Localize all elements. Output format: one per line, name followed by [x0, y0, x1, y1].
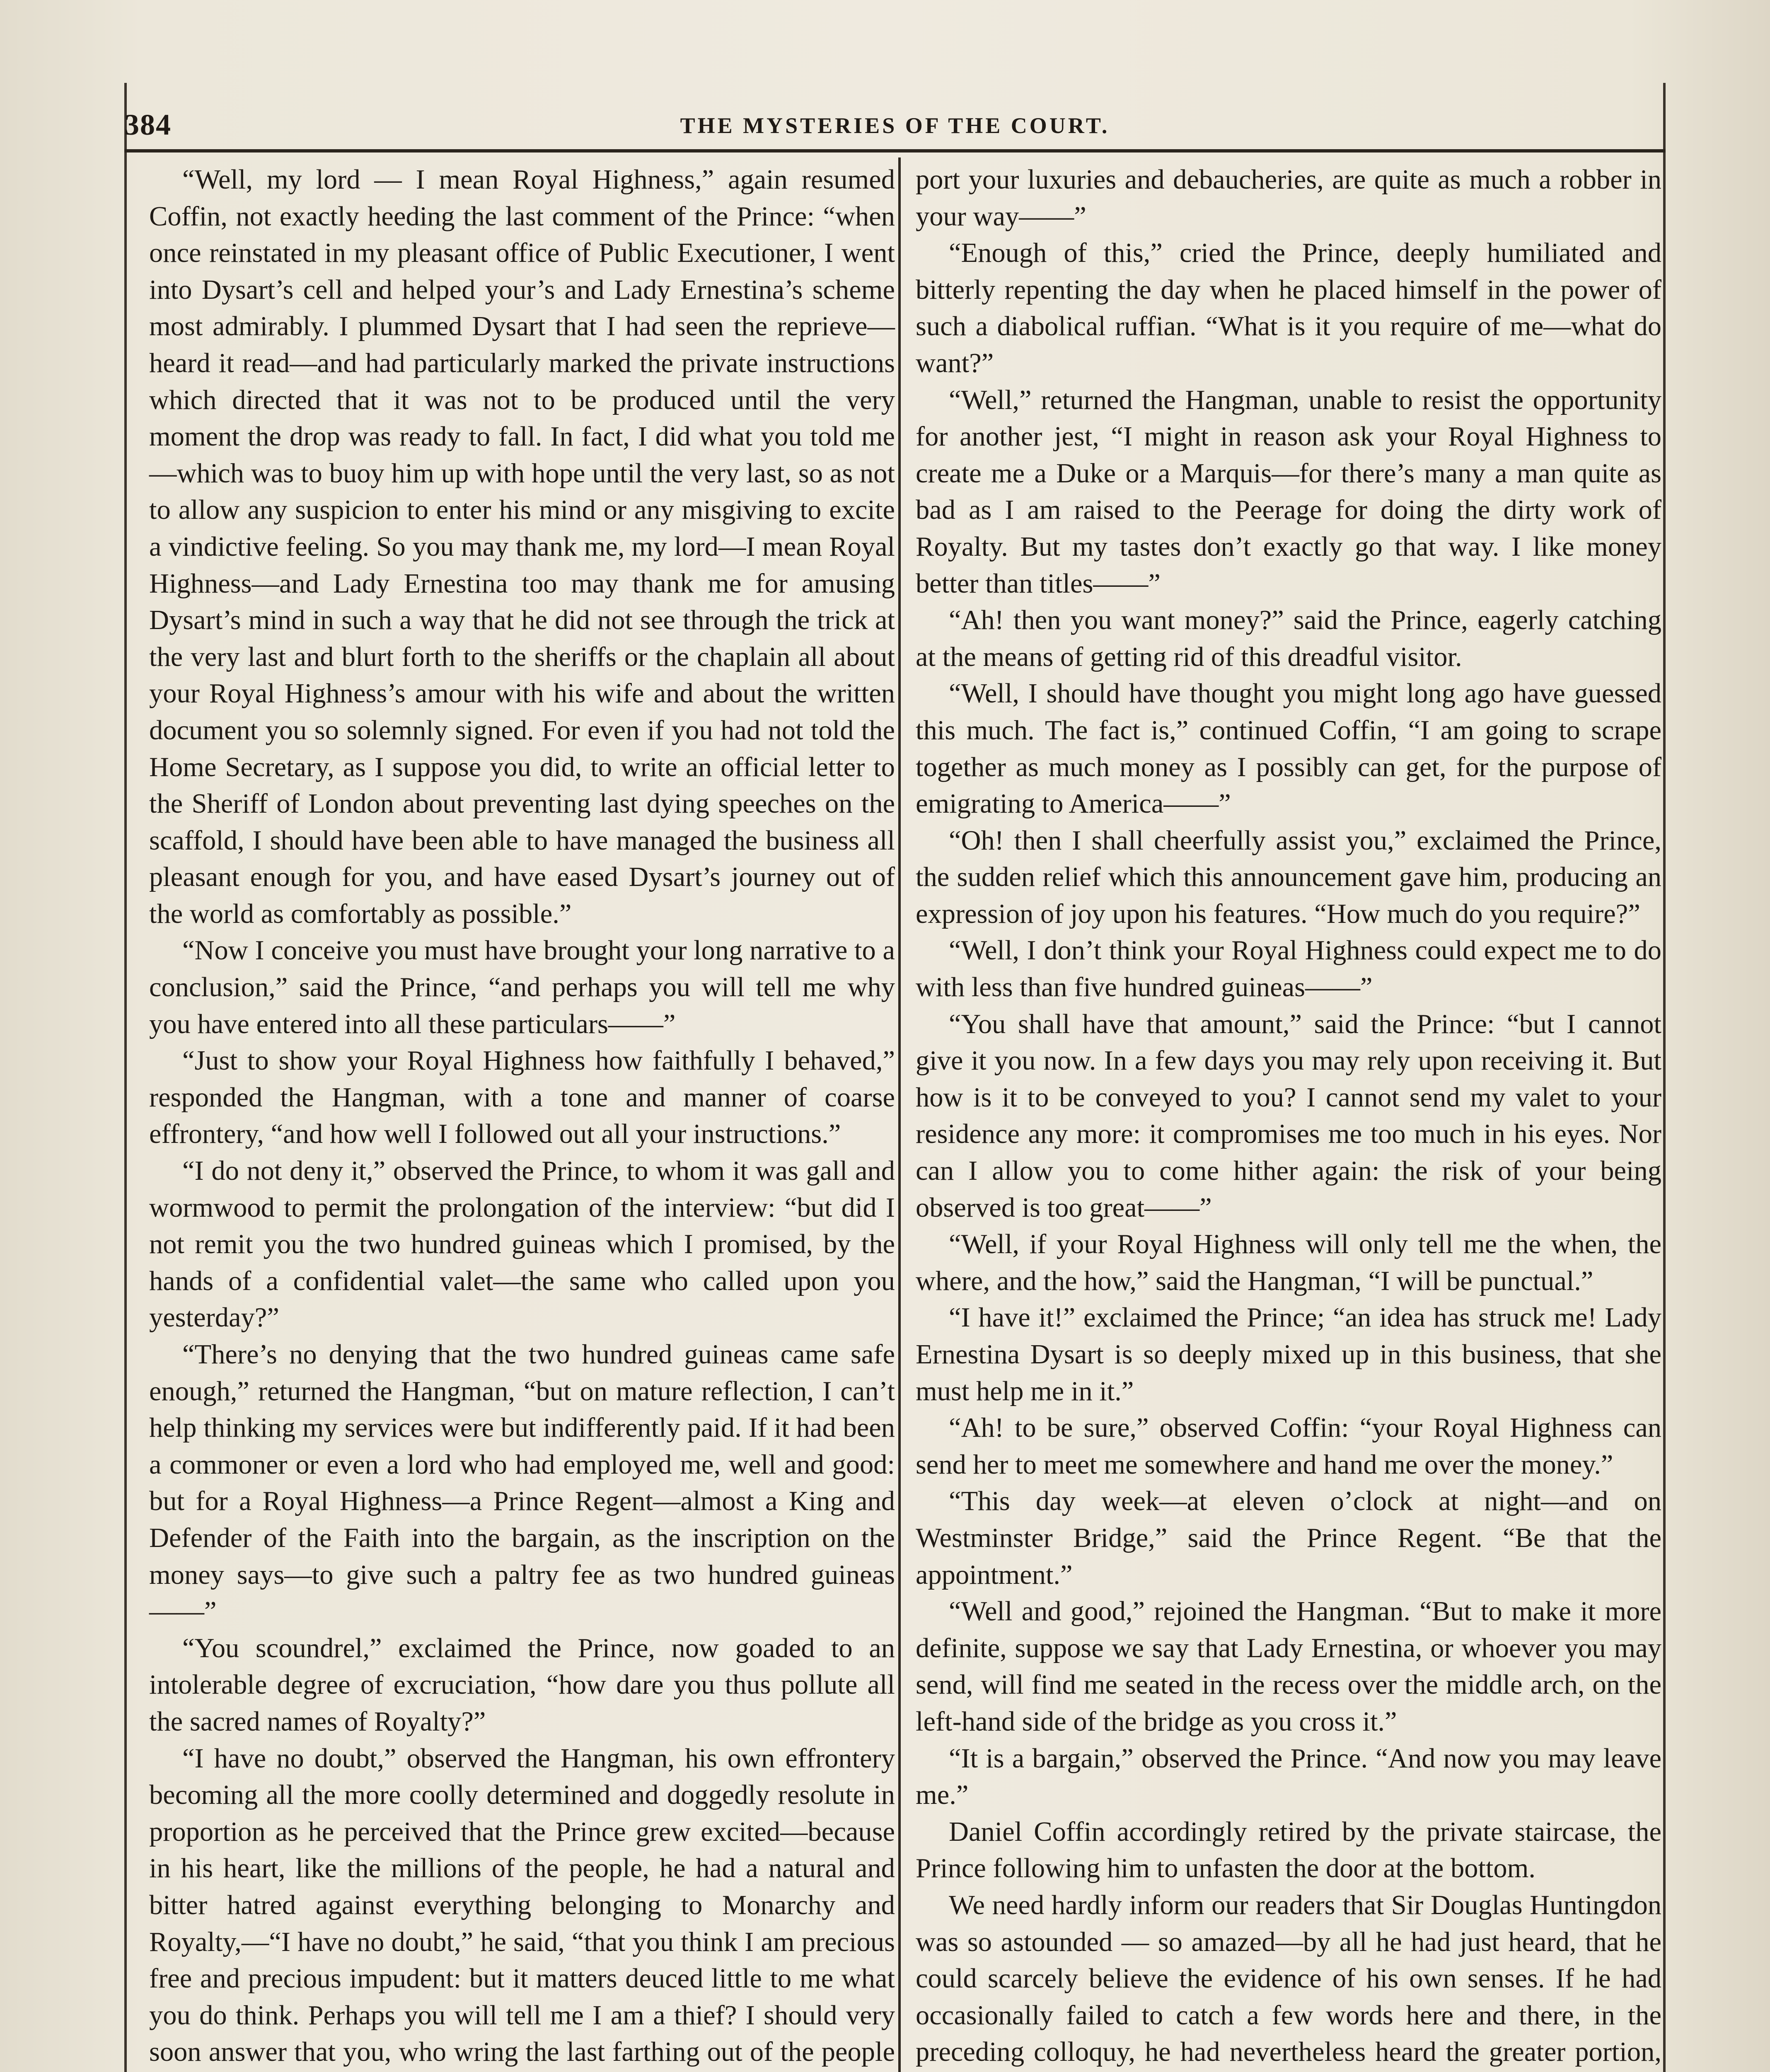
paragraph: “Well and good,” rejoined the Hangman. “But to make it more definite, suppose we say that Lady Ernestina, or whoever you may send, will find me seated in the recess over the middle arch, on the left-hand side of the bridge as you cross it.” — [916, 1596, 1661, 1737]
running-title: THE MYSTERIES OF THE COURT. — [680, 113, 1110, 138]
paragraph: “Well, I should have thought you might long ago have guessed this much. The fact is,” continued Coffin, “I am going to scrape together as much money as I possibly can get, for the purpose of emigrating to America——” — [916, 678, 1661, 819]
paragraph: “I do not deny it,” observed the Prince, to whom it was gall and wormwood to permit the prolongation of the interview: “but did I not remit you the two hundred guineas which I promised, by the hands of a confidential valet—the same who called upon you yesterday?” — [149, 1156, 895, 1333]
header-rule — [124, 149, 1666, 152]
paragraph: “Well, if your Royal Highness will only tell me the when, the where, and the how,” said the Hangman, “I will be punctual.” — [916, 1229, 1661, 1296]
page-number: 384 — [124, 108, 172, 141]
left-column — [149, 162, 895, 2072]
paragraph: “Now I conceive you must have brought your long narrative to a conclusion,” said the Prince, “and perhaps you will tell me why you have entered into all these particulars——” — [149, 935, 895, 1039]
paragraph: “You scoundrel,” exclaimed the Prince, now goaded to an intolerable degree of excruciation, “how dare you thus pollute all the sacred names of Royalty?” — [149, 1633, 895, 1737]
paragraph: “Enough of this,” cried the Prince, deeply humiliated and bitterly repenting the day when he placed himself in the power of such a diabolical ruffian. “What is it you require of me—what do want?” — [916, 238, 1661, 378]
paragraph: “Just to show your Royal Highness how faithfully I behaved,” responded the Hangman, with a tone and manner of coarse effrontery, “and how well I followed out all your instructions.” — [149, 1046, 895, 1150]
paragraph: “Ah! then you want money?” said the Prince, eagerly catching at the means of getting rid of this dreadful visitor. — [916, 605, 1661, 672]
page-border-left — [124, 83, 127, 2072]
column-divider — [898, 157, 901, 2072]
paragraph: “I have it!” exclaimed the Prince; “an idea has struck me! Lady Ernestina Dysart is so deeply mixed up in this business, that she must help me in it.” — [916, 1302, 1661, 1406]
right-column — [916, 162, 1661, 2072]
paragraph: “Ah! to be sure,” observed Coffin: “your Royal Highness can send her to meet me somewhere and hand me over the money.” — [916, 1413, 1661, 1480]
paragraph: “Well,” returned the Hangman, unable to resist the opportunity for another jest, “I might in reason ask your Royal Highness to create me a Duke or a Marquis—for there’s many a man quite as bad as I am raised to the Peerage for doing the dirty work of Royalty. But my tastes don’t exactly go that way. I like money better than titles——” — [916, 385, 1661, 599]
paragraph: Daniel Coffin accordingly retired by the private staircase, the Prince following him to unfasten the door at the bottom. — [916, 1816, 1661, 1884]
page-border-right — [1663, 83, 1666, 2072]
paragraph: “Oh! then I shall cheerfully assist you,” exclaimed the Prince, the sudden relief which this announcement gave him, producing an expression of joy upon his features. “How much do you require?” — [916, 825, 1661, 929]
paragraph: “There’s no denying that the two hundred guineas came safe enough,” returned the Hangman, “but on mature reflection, I can’t help thinking my services were but indifferently paid. If it had been a commoner or even a lord who had employed me, well and good: but for a Royal Highness—a Prince Regent—almost a King and Defender of the Faith into the bargain, as the inscription on the money says—to give such a paltry fee as two hundred guineas——” — [149, 1339, 895, 1627]
paragraph-continued: port your luxuries and debaucheries, are quite as much a robber in your way——” — [916, 165, 1661, 232]
paragraph: We need hardly inform our readers that Sir Douglas Huntingdon was so astounded — so amazed—by all he had just heard, that he could scarcely believe the evidence of his own senses. If he had occasionally failed to catch a few words here and there, in the preceding colloquy, he had nevertheless heard the greater portion, — [916, 1890, 1661, 2067]
paragraph: “I have no doubt,” observed the Hangman, his own effrontery becoming all the more coolly determined and doggedly resolute in proportion as he perceived that the Prince grew excited—because in his heart, like the millions of the people, he had a natural and bitter hatred against everything belonging to Monarchy and Royalty,—“I have no doubt,” he said, “that you think I am precious free and precious impudent: but it matters deuced little to me what you do think. Perhaps you will tell me I am a thief? I should very soon answer that you, who wring the last farthing out of the people — [149, 1743, 895, 2067]
paragraph: “Well, my lord — I mean Royal Highness,” again resumed Coffin, not exactly heeding the last comment of the Prince: “when once reinstated in my pleasant office of Public Executioner, I went into Dysart’s cell and helped your’s and Lady Ernestina’s scheme most admirably. I plummed Dysart that I had seen the reprieve—heard it read—and had particularly marked the private instructions which directed that it was not to be produced until the very moment the drop was ready to fall. In fact, I did what you told me —which was to buoy him up with hope until the very last, so as not to allow any suspicion to enter his mind or any misgiving to excite a vindictive feeling. So you may thank me, my lord—I mean Royal Highness—and Lady Ernestina too may thank me for amusing Dysart’s mind in such a way that he did not see through the trick at the very last and blurt forth to the sheriffs or the chaplain all about your Royal Highness’s amour with his wife and about the written document you so solemnly signed. For even if you had not told the Home Secretary, as I suppose you did, to write an official letter to the Sheriff of London about preventing last dying speeches on the scaffold, I should have been able to have managed the business all pleasant enough for you, and have eased Dysart’s journey out of the world as comfortably as possible.” — [149, 165, 895, 929]
paragraph: “You shall have that amount,” said the Prince: “but I cannot give it you now. In a few days you may rely upon receiving it. But how is it to be conveyed to you? I cannot send my valet to your residence any more: it compromises me too much in his eyes. Nor can I allow you to come hither again: the risk of your being observed is too great——” — [916, 1009, 1661, 1223]
paragraph: “It is a bargain,” observed the Prince. “And now you may leave me.” — [916, 1743, 1661, 1811]
page-header — [124, 99, 1666, 145]
paragraph: “Well, I don’t think your Royal Highness could expect me to do with less than five hundred guineas——” — [916, 935, 1661, 1003]
paragraph: “This day week—at eleven o’clock at night—and on Westminster Bridge,” said the Prince Regent. “Be that the appointment.” — [916, 1486, 1661, 1590]
